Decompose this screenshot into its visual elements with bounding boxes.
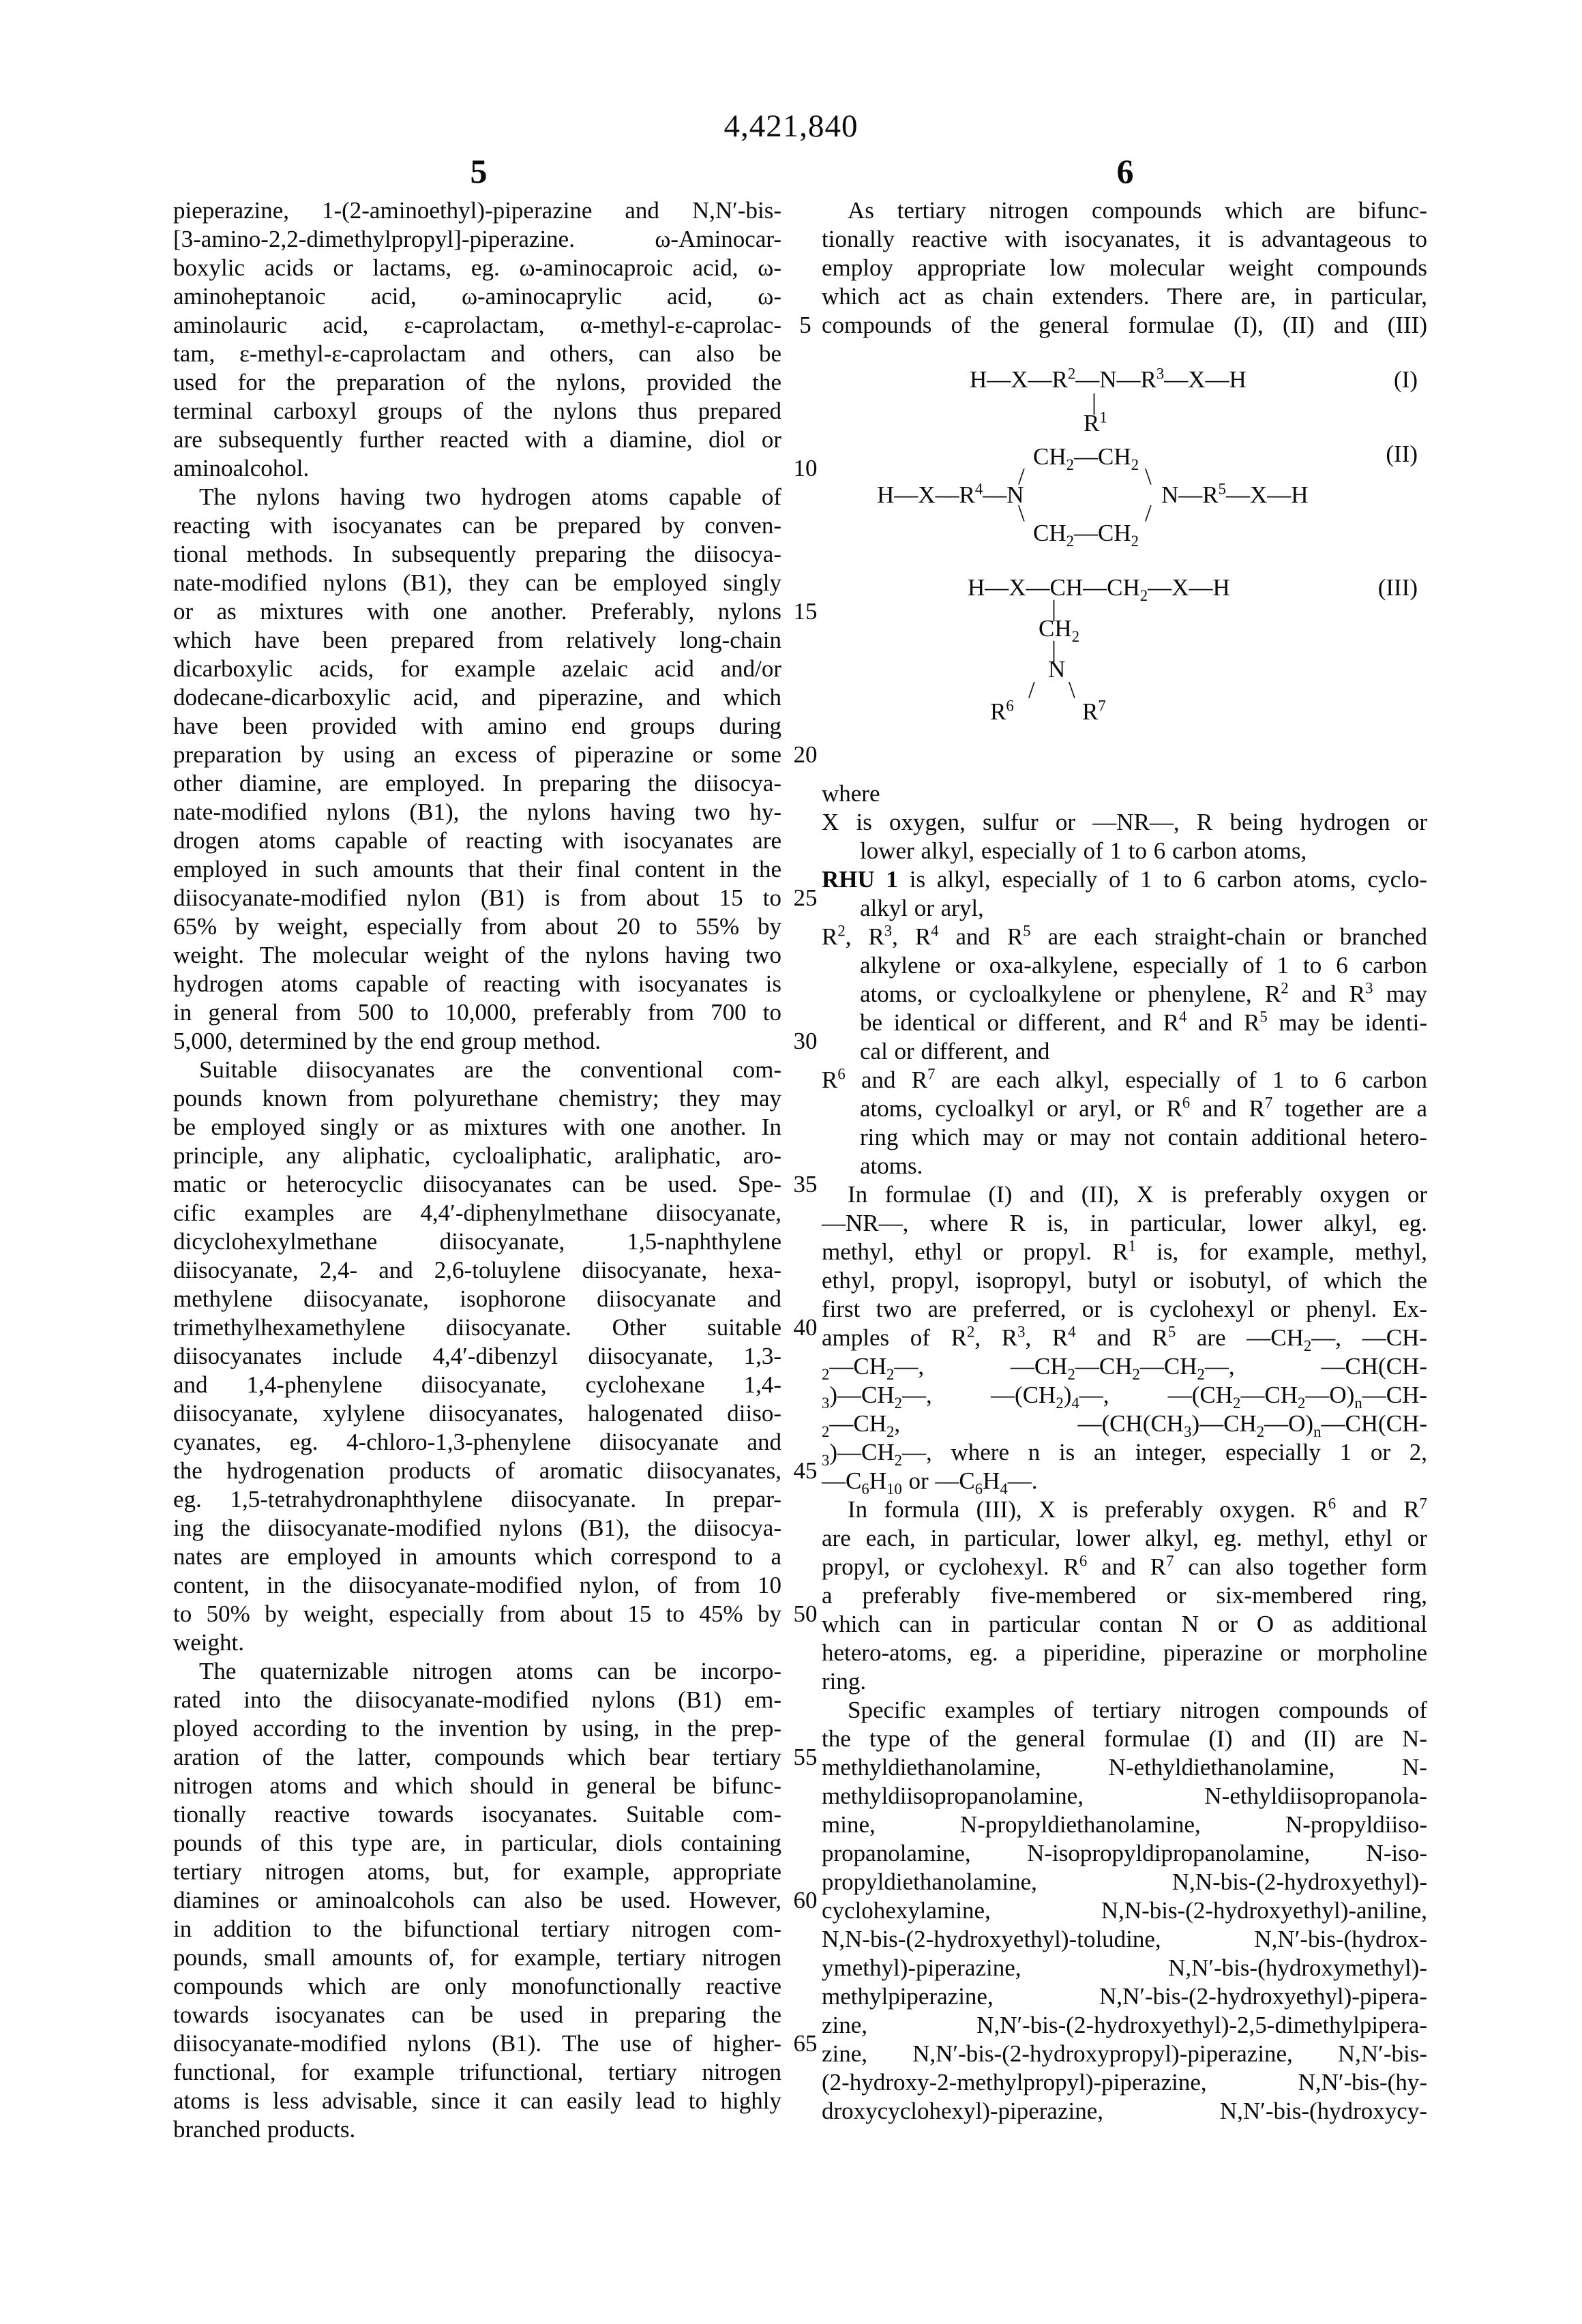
text-line: ing the diisocyanate-modified nylons (B1), the diisocya- (173, 1515, 781, 1541)
text-line: nitrogen atoms and which should in general be bifunc- (173, 1772, 781, 1799)
text-line: content, in the diisocyanate-modified nylon, of from 10 (173, 1572, 781, 1598)
text-line: compounds of the general formulae (I), (II) and (III) (822, 312, 1427, 338)
definition-item (822, 1066, 1427, 1180)
text-line: diisocyanate, 2,4- and 2,6-toluylene diisocyanate, hexa- (173, 1257, 781, 1283)
text-line: tionally reactive with isocyanates, it is advantageous to (822, 226, 1427, 252)
formula-III-chain: $H—X—CH—CH_2—X—H$ (968, 574, 1230, 604)
text-line: zine, N,N′-bis-(2-hydroxypropyl)-piperazine, N,N′-bis- (822, 2040, 1427, 2067)
paragraph (822, 1696, 1427, 2126)
definition-item (822, 865, 1427, 923)
line-number: 30 (793, 1028, 818, 1054)
text-line: trimethylhexamethylene diisocyanate. Other suitable (173, 1314, 781, 1341)
text-line: $—C_6H_{10}$ or $—C_6H_4—$. (822, 1468, 1038, 1498)
text-line: amples of $R^2$, $R^3$, $R^4$ and $R^5$ are $—CH_2—$, —CH- (822, 1323, 1427, 1354)
paragraph (173, 483, 781, 1056)
text-line: drogen atoms capable of reacting with isocyanates are (173, 827, 781, 854)
formula-II-left-chain: $H—X—R^4—N$ (877, 480, 1024, 508)
paragraph (173, 1056, 781, 1657)
formula-III-label: (III) (1377, 574, 1418, 601)
text-line: tertiary nitrogen atoms, but, for example, appropriate (173, 1858, 781, 1885)
text-line: rated into the diisocyanate-modified nylons (B1) em- (173, 1686, 781, 1713)
line-number: 35 (793, 1171, 818, 1197)
line-number: 25 (793, 884, 818, 911)
text-line: alkylene or oxa-alkylene, especially of 1 to 6 carbon (860, 952, 1427, 979)
text-line: eg. 1,5-tetrahydronaphthylene diisocyanate. In prepar- (173, 1486, 781, 1513)
text-line: diamines or aminoalcohols can also be used. However, (173, 1887, 781, 1913)
text-line: be identical or different, and $R^4$ and $R^5$ may be identi- (860, 1008, 1428, 1036)
text-line: are each, in particular, lower alkyl, eg. methyl, ethyl or (822, 1525, 1427, 1551)
formula-II-bond-tl: / (1018, 463, 1025, 490)
formula-III-R7: $R^7$ (1082, 697, 1106, 725)
text-line: the type of the general formulae (I) and (II) are N- (822, 1725, 1427, 1752)
text-line: cific examples are 4,4′-diphenylmethane diisocyanate, (173, 1200, 781, 1226)
formula-II-bond-tr: \ (1145, 463, 1152, 490)
text-line: weight. (173, 1629, 245, 1656)
text-line: RHU 1 is alkyl, especially of 1 to 6 carbon atoms, cyclo- (822, 866, 1427, 893)
text-line: methyl, ethyl or propyl. $R^1$ is, for example, methyl, (822, 1237, 1427, 1265)
text-line: have been provided with amino end groups during (173, 713, 781, 739)
text-line: to 50% by weight, especially from about 15 to 45% by (173, 1600, 781, 1627)
text-line: boxylic acids or lactams, eg. ω-aminocaproic acid, ω- (173, 254, 781, 281)
text-line: 5,000, determined by the end group method. (173, 1028, 601, 1054)
text-line: zine, N,N′-bis-(2-hydroxyethyl)-2,5-dimethylpipera- (822, 2012, 1427, 2038)
text-line: $R^6$ and $R^7$ are each alkyl, especially of 1 to 6 carbon (822, 1065, 1427, 1093)
text-line: nate-modified nylons (B1), they can be employed singly (173, 569, 781, 596)
text-line: $_2—CH_2—$, $—CH_2—CH_2—CH_2—$, —CH(CH- (822, 1353, 1427, 1383)
text-line: The quaternizable nitrogen atoms can be incorpo- (199, 1658, 781, 1684)
text-line: 65% by weight, especially from about 20 to 55% by (173, 913, 781, 940)
text-line: atoms, or cycloalkylene or phenylene, $R^2$ and $R^3$ may (860, 979, 1427, 1007)
paragraph (822, 1495, 1427, 1696)
formula-II-bottom-ring: $CH_2—CH_2$ (1033, 520, 1139, 550)
text-line: aminoheptanoic acid, ω-aminocaprylic acid, ω- (173, 283, 781, 310)
text-line: pieperazine, 1-(2-aminoethyl)-piperazine and N,N′-bis- (173, 197, 781, 224)
text-line: Specific examples of tertiary nitrogen compounds of (848, 1697, 1427, 1723)
text-line: propanolamine, N-isopropyldipropanolamine, N-iso- (822, 1840, 1427, 1866)
text-line: cal or different, and (860, 1038, 1050, 1064)
text-line: hydrogen atoms capable of reacting with isocyanates is (173, 970, 781, 997)
line-number: 40 (793, 1314, 818, 1341)
formula-II-right-chain: $N—R^5—X—H$ (1161, 480, 1309, 508)
line-number: 20 (793, 741, 818, 768)
where-label: where (822, 780, 880, 807)
formula-II-bond-bl: \ (1018, 500, 1025, 526)
text-line: weight. The molecular weight of the nylons having two (173, 942, 781, 968)
text-line: ring. (822, 1668, 867, 1695)
text-line: (2-hydroxy-2-methylpropyl)-piperazine, N,N′-bis-(hy- (822, 2069, 1427, 2096)
paragraph (822, 1180, 1427, 1498)
text-line: $_3)—CH_2—$, $—(CH_2)_4—$, $—(CH_2—CH_2—O)_n—CH-$ (822, 1382, 1427, 1412)
formula-I-pendant-R1: $R^1$ (1084, 408, 1107, 436)
text-line: nates are employed in amounts which correspond to a (173, 1543, 781, 1570)
text-line: propyl, or cyclohexyl. $R^6$ and $R^7$ can also together form (822, 1552, 1427, 1580)
column-number-right: 6 (1116, 152, 1134, 190)
text-line: lower alkyl, especially of 1 to 6 carbon atoms, (860, 837, 1307, 864)
text-line: tionally reactive towards isocyanates. Suitable com- (173, 1801, 781, 1828)
text-line: other diamine, are employed. In preparing the diisocya- (173, 770, 781, 796)
text-line: methylpiperazine, N,N′-bis-(2-hydroxyethyl)-pipera- (822, 1983, 1427, 2010)
text-line: —NR—, where R is, in particular, lower alkyl, eg. (822, 1210, 1427, 1236)
text-line: alkyl or aryl, (860, 895, 984, 921)
text-line: methyldiisopropanolamine, N-ethyldiisopropanola- (822, 1783, 1427, 1809)
text-line: ployed according to the invention by using, in the prep- (173, 1715, 781, 1742)
formula-III-ch2: $CH_2$ (1039, 615, 1079, 645)
text-line: droxycyclohexyl)-piperazine, N,N′-bis-(hydroxycy- (822, 2098, 1427, 2124)
text-line: ring which may or may not contain additional hetero- (860, 1124, 1427, 1150)
text-line: branched products. (173, 2116, 356, 2143)
text-line: principle, any aliphatic, cycloaliphatic, araliphatic, aro- (173, 1142, 781, 1169)
text-line: cyanates, eg. 4-chloro-1,3-phenylene diisocyanate and (173, 1429, 781, 1455)
text-line: cyclohexylamine, N,N-bis-(2-hydroxyethyl)-aniline, (822, 1897, 1427, 1924)
text-line: be employed singly or as mixtures with one another. In (173, 1114, 781, 1140)
text-line: used for the preparation of the nylons, provided the (173, 369, 781, 396)
formula-I-chain: $H—X—R^2—N—R^3—X—H$ (970, 365, 1247, 393)
text-line: in general from 500 to 10,000, preferably from 700 to (173, 999, 781, 1026)
chemical-formulas (822, 340, 1427, 779)
text-line: functional, for example trifunctional, tertiary nitrogen (173, 2059, 781, 2085)
text-line: and 1,4-phenylene diisocyanate, cyclohexane 1,4- (173, 1371, 781, 1398)
text-line: X is oxygen, sulfur or —NR—, R being hydrogen or (822, 809, 1427, 835)
formula-III-bond1: | (1051, 595, 1057, 622)
text-line: in addition to the bifunctional tertiary nitrogen com- (173, 1916, 781, 1942)
formula-III-bond-left: / (1028, 676, 1035, 703)
text-line: $R^2$, $R^3$, $R^4$ and $R^5$ are each straight-chain or branched (822, 922, 1427, 950)
left-column (173, 196, 781, 2144)
text-line: diisocyanate, xylylene diisocyanates, halogenated diiso- (173, 1400, 781, 1427)
text-line: reacting with isocyanates can be prepared by conven- (173, 512, 781, 539)
text-line: propyldiethanolamine, N,N-bis-(2-hydroxyethyl)- (822, 1868, 1427, 1895)
text-line: In formulae (I) and (II), X is preferably oxygen or (848, 1181, 1427, 1208)
formula-II-bond-br: / (1145, 500, 1152, 526)
text-line: diisocyanate-modified nylons (B1). The use of higher- (173, 2030, 781, 2057)
formula-III-bond2: | (1051, 636, 1057, 663)
paragraph (822, 196, 1427, 340)
paragraph (173, 196, 781, 483)
text-line: $_2—CH_2$, $—(CH(CH_3)—CH_2—O)_n—CH(CH-$ (822, 1410, 1427, 1440)
text-line: ymethyl)-piperazine, N,N′-bis-(hydroxymethyl)- (822, 1954, 1427, 1981)
formula-III-bond-right: \ (1069, 676, 1075, 703)
text-line: $_3)—CH_2—$, where n is an integer, especially 1 or 2, (822, 1439, 1427, 1469)
text-line: compounds which are only monofunctionally reactive (173, 1973, 781, 1999)
definition-item (822, 923, 1427, 1066)
text-line: atoms. (860, 1152, 923, 1179)
formula-II-label: (II) (1386, 441, 1418, 467)
column-number-left: 5 (470, 152, 488, 190)
formula-II (822, 441, 1427, 550)
text-line: atoms is less advisable, since it can easily lead to highly (173, 2087, 781, 2114)
formula-II-top-ring: $CH_2—CH_2$ (1033, 443, 1139, 473)
definition-item (822, 808, 1427, 865)
formula-III (822, 576, 1427, 733)
line-number: 15 (793, 598, 818, 625)
formula-III-R6: $R^6$ (990, 697, 1014, 725)
text-line: a preferably five-membered or six-membered ring, (822, 1582, 1427, 1609)
text-line: or as mixtures with one another. Preferably, nylons (173, 598, 781, 625)
formula-I-bond: | (1092, 389, 1097, 415)
text-line: towards isocyanates can be used in preparing the (173, 2001, 781, 2028)
text-line: hetero-atoms, eg. a piperidine, piperazine or morpholine (822, 1639, 1427, 1666)
text-line: first two are preferred, or is cyclohexyl or phenyl. Ex- (822, 1296, 1427, 1322)
text-line: As tertiary nitrogen compounds which are bifunc- (848, 197, 1427, 224)
paragraph (173, 1657, 781, 2144)
text-line: matic or heterocyclic diisocyanates can be used. Spe- (173, 1171, 781, 1197)
line-number: 60 (793, 1887, 818, 1913)
text-line: pounds known from polyurethane chemistry; they may (173, 1085, 781, 1112)
text-line: are subsequently further reacted with a diamine, diol or (173, 426, 781, 453)
text-line: mine, N-propyldiethanolamine, N-propyldiiso- (822, 1811, 1427, 1838)
text-line: tam, ε-methyl-ε-caprolactam and others, can also be (173, 340, 781, 367)
text-line: The nylons having two hydrogen atoms capable of (199, 483, 781, 510)
text-line: aminolauric acid, ε-caprolactam, α-methyl-ε-caprolac- (173, 312, 781, 338)
text-line: pounds, small amounts of, for example, tertiary nitrogen (173, 1944, 781, 1971)
text-line: dicarboxylic acids, for example azelaic acid and/or (173, 655, 781, 682)
formula-I-label: (I) (1394, 366, 1418, 393)
text-line: which act as chain extenders. There are, in particular, (822, 283, 1427, 310)
text-line: pounds of this type are, in particular, diols containing (173, 1830, 781, 1856)
text-line: methyldiethanolamine, N-ethyldiethanolamine, N- (822, 1754, 1427, 1781)
formula-III-nitrogen: N (1048, 656, 1066, 683)
patent-number: 4,421,840 (723, 108, 859, 144)
text-line: employed in such amounts that their final content in the (173, 856, 781, 882)
text-line: the hydrogenation products of aromatic diisocyanates, (173, 1457, 781, 1484)
line-number: 45 (793, 1457, 818, 1484)
text-line: atoms, cycloalkyl or aryl, or $R^6$ and $R^7$ together are a (860, 1094, 1427, 1122)
text-line: dodecane-dicarboxylic acid, and piperazine, and which (173, 684, 781, 711)
text-line: which have been prepared from relatively long-chain (173, 627, 781, 653)
text-line: aminoalcohol. (173, 455, 310, 481)
text-line: N,N-bis-(2-hydroxyethyl)-toludine, N,N′-bis-(hydrox- (822, 1926, 1427, 1952)
line-number: 55 (793, 1744, 818, 1770)
right-column (822, 196, 1427, 2126)
text-line: aration of the latter, compounds which bear tertiary (173, 1744, 781, 1770)
text-line: diisocyanate-modified nylon (B1) is from about 15 to (173, 884, 781, 911)
formula-I (822, 365, 1427, 443)
text-line: ethyl, propyl, isopropyl, butyl or isobutyl, of which the (822, 1267, 1427, 1294)
text-line: which can in particular contan N or O as additional (822, 1611, 1427, 1637)
text-line: In formula (III), X is preferably oxygen. $R^6$ and $R^7$ (848, 1495, 1427, 1523)
text-line: tional methods. In subsequently preparing the diisocya- (173, 541, 781, 567)
line-number: 10 (793, 455, 818, 481)
text-line: dicyclohexylmethane diisocyanate, 1,5-naphthylene (173, 1228, 781, 1255)
text-line: [3-amino-2,2-dimethylpropyl]-piperazine. ω-Aminocar- (173, 226, 781, 252)
text-line: employ appropriate low molecular weight compounds (822, 254, 1427, 281)
text-line: methylene diisocyanate, isophorone diisocyanate and (173, 1285, 781, 1312)
line-number: 65 (793, 2030, 818, 2057)
text-line: terminal carboxyl groups of the nylons thus prepared (173, 398, 781, 424)
line-number: 50 (793, 1600, 818, 1627)
text-line: diisocyanates include 4,4′-dibenzyl diisocyanate, 1,3- (173, 1343, 781, 1369)
text-line: Suitable diisocyanates are the conventional com- (199, 1056, 781, 1083)
text-line: preparation by using an excess of piperazine or some (173, 741, 781, 768)
text-line: nate-modified nylons (B1), the nylons having two hy- (173, 799, 781, 825)
line-number: 5 (799, 312, 811, 338)
